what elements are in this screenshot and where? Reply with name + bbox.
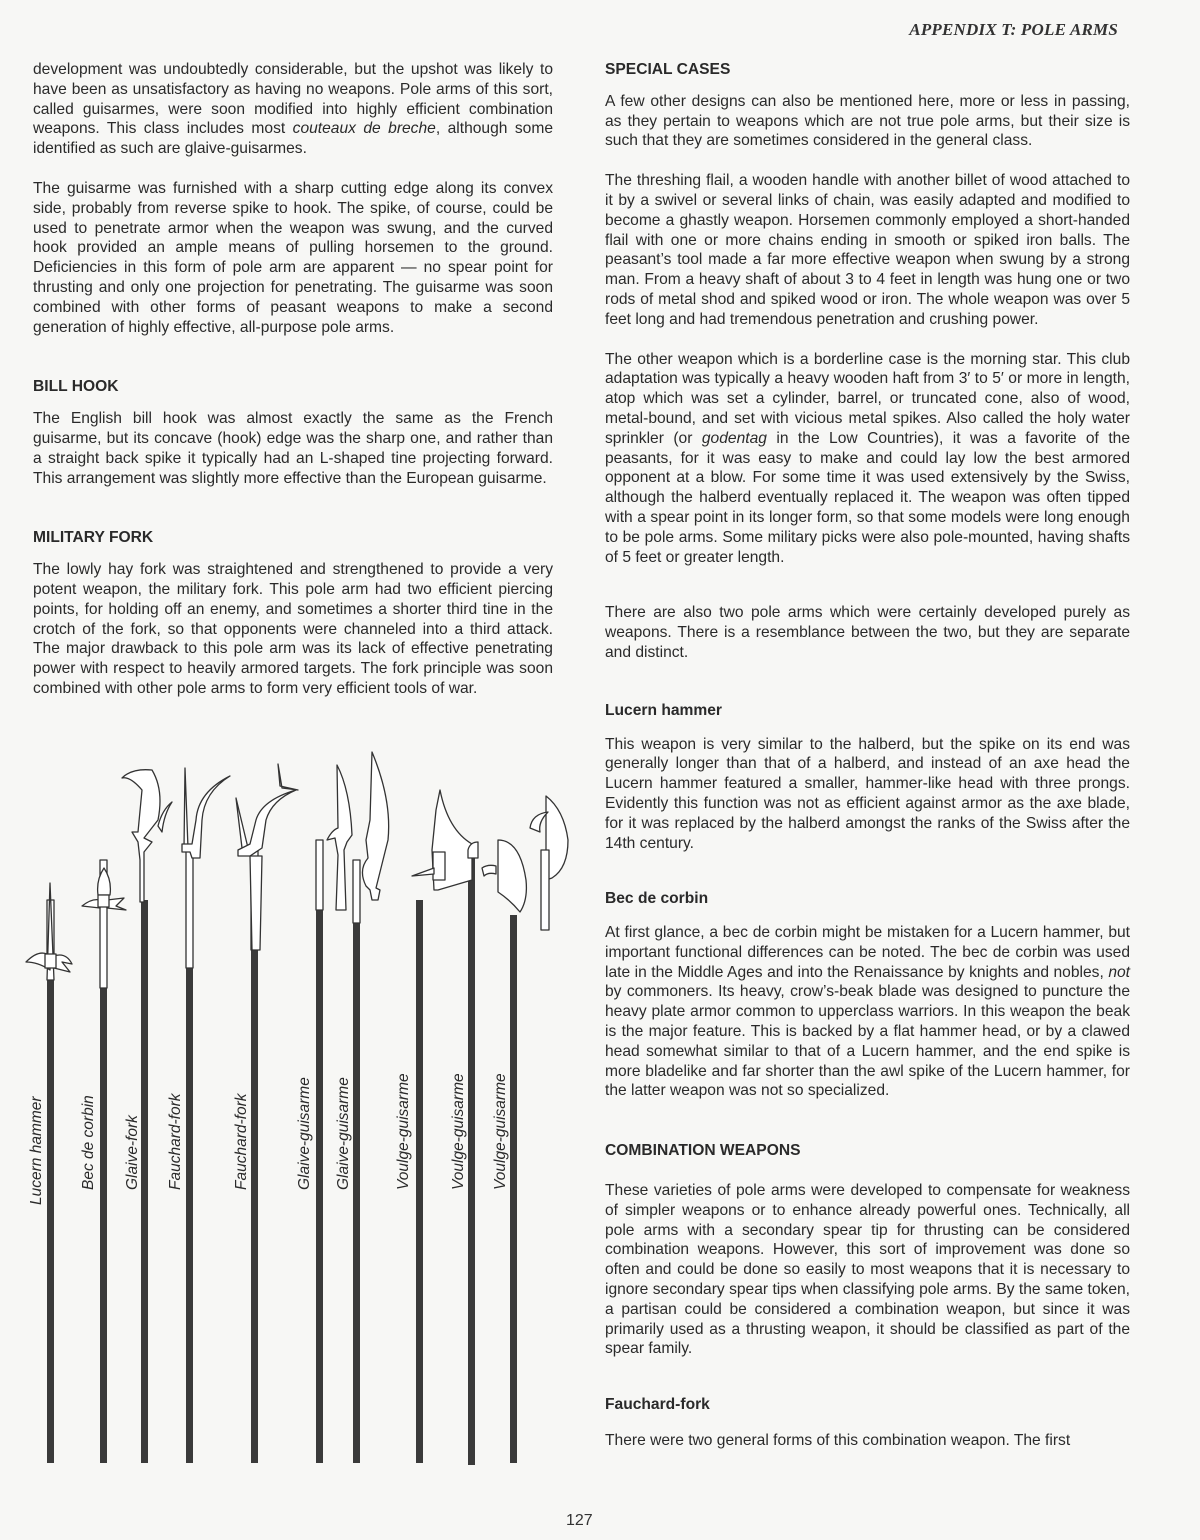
paragraph-guisarme: The guisarme was furnished with a sharp cutting edge along its convex side, probably from reverse spike to hook. The spike, of course, could be used to penetrate armor when the weapon was swung, and the curved hook provided an ample means of pulling horsemen to the ground. Deficiencies in this form of pole arm are apparent — no spear point for thrusting and only one projection for penetrating. The guisarme was soon combined with other forms of peasant weapons to make a second generation of highly effective, all-purpose pole arms. [33,179,553,336]
running-head: APPENDIX T: POLE ARMS [909,20,1118,39]
paragraph-threshing-flail: The threshing flail, a wooden handle with another billet of wood attached to it by a swivel or several links of chain, was easily adapted and modified to become a ghastly weapon. Horsemen commonly employed a short-handed flail with one or more chains ending in smooth or spiked iron balls. The peasant’s tool made a far more effective weapon when swung by a strong man. From a heavy shaft of about 3 to 4 feet in length was hung one or two rods of metal shod and spiked wood or iron. The whole weapon was over 5 feet long and had tremendous penetration and crushing power. [605,172,1130,328]
label-voulge-guisarme-1: Voulge-guisarme [395,1073,412,1190]
heading-bill-hook: BILL HOOK [33,378,119,396]
paragraph-special-cases-intro: A few other designs can also be mentioned here, more or less in passing, as they pertain to weapons which are not true pole arms, but their size is such that they are sometimes considered in the general class. [605,92,1130,150]
heading-fauchard-fork: Fauchard-fork [605,1396,710,1414]
paragraph-two-pole-arms: There are also two pole arms which were certainly developed purely as weapons. There is a resemblance between the two, but they are separate and distinct. [605,604,1130,661]
paragraph-bec-de-corbin: At first glance, a bec de corbin might be mistaken for a Lucern hammer, but important functional differences can be noted. The bec de corbin was used late in the Middle Ages and into the Renaissance by knights and nobles, not by commoners. Its heavy, crow’s-beak blade was designed to puncture the heavy plate armor common to upperclass warriors. In this weapon the beak is the major feature. This is backed by a flat hammer head, or by a clawed head somewhat similar to that of a Lucern hammer, and the end spike is more bladelike and far shorter than the awl spike of the Lucern hammer, for the latter weapon was not so specialized. [605,924,1130,1100]
label-voulge-guisarme-2: Voulge-guisarme [450,1073,467,1190]
label-lucern-hammer: Lucern hammer [28,1096,45,1205]
label-fauchard-fork-2: Fauchard-fork [233,1093,250,1190]
label-voulge-guisarme-3: Voulge-guisarme [492,1073,509,1190]
heading-special-cases: SPECIAL CASES [605,61,731,78]
italic-term: not [1108,963,1130,981]
heading-bec-de-corbin: Bec de corbin [605,890,709,908]
paragraph-guisarmes-intro: development was undoubtedly considerable, but the upshot was likely to have been as unsatisfactory as having no weapons. Pole arms of this sort, called guisarmes, were soon modified into highly efficient combination weapons. This class includes most couteaux de breche, although some identified as such are glaive-guisarmes. [33,61,553,158]
page-number: 127 [566,1512,593,1529]
heading-military-fork: MILITARY FORK [33,529,154,547]
paragraph-morning-star: The other weapon which is a borderline case is the morning star. This club adaptation was typically a heavy wooden haft from 3′ to 5′ or more in length, atop which was set a cylinder, barrel, or truncated cone, also of wood, metal-bound, and set with vicious metal spikes. Also called the holy water sprinkler (or godentag in the Low Countries), it was a favorite of the peasants, for it was easy to make and could lay low the best armored opponent at a blow. For some time it was used extensively by the Swiss, although the halberd eventually replaced it. The weapon was often tipped with a spear point in its longer form, so that some models were long enough to be pole arms. Some military picks were also pole-mounted, having shafts of 5 feet or greater length. [605,350,1131,566]
paragraph-fauchard-fork: There were two general forms of this combination weapon. The first [605,1432,1071,1450]
right-column [605,60,1130,1451]
label-glaive-guisarme-1: Glaive-guisarme [296,1077,313,1190]
paragraph-lucern-hammer: This weapon is very similar to the halberd, but the spike on its end was generally longer than that of a halberd, and instead of an axe head the Lucern hammer featured a smaller, hammer-like head with three prongs. Evidently this function was not as efficient against armor as the axe blade, for it was replaced by the halberd amongst the ranks of the Swiss after the 14th century. [605,735,1130,852]
italic-term: couteaux de breche [292,120,436,138]
paragraph-bill-hook: The English bill hook was almost exactly the same as the French guisarme, but its concave (hook) edge was the sharp one, and rather than a straight back spike it typically had an L-shaped tine projecting forward. This arrangement was slightly more effective than the European guisarme. [33,410,553,487]
label-fauchard-fork-1: Fauchard-fork [167,1093,184,1190]
heading-lucern-hammer: Lucern hammer [605,701,722,719]
paragraph-combination-weapons: These varieties of pole arms were developed to compensate for weakness of simpler weapons or to enhance already powerful ones. Technically, all pole arms with a secondary spear tip for thrusting can be considered combination weapons. However, this sort of improvement was done so often and could be done so easily to most weapons that it is necessary to ignore secondary spear tips when classifying pole arms. By the same token, a partisan could be considered a combination weapon, but since it was primarily used as a thrusting weapon, it should be classified as part of the spear family. [605,1182,1130,1358]
label-bec-de-corbin: Bec de corbin [80,1095,97,1190]
italic-term: godentag [701,429,767,447]
pole-arms-illustration [0,740,590,1480]
left-column [33,60,553,699]
label-glaive-fork: Glaive-fork [124,1115,141,1190]
label-glaive-guisarme-2: Glaive-guisarme [335,1077,352,1190]
heading-combination-weapons: COMBINATION WEAPONS [605,1142,801,1160]
paragraph-military-fork: The lowly hay fork was straightened and strengthened to provide a very potent weapon, the military fork. This pole arm had two efficient piercing points, for holding off an enemy, and sometimes a shorter third tine in the crotch of the fork, so that opponents were channeled into a third attack. The major drawback to this pole arm was its lack of effective penetrating power with respect to heavily armored targets. The fork principle was soon combined with other pole arms to form very efficient tools of war. [33,561,553,697]
